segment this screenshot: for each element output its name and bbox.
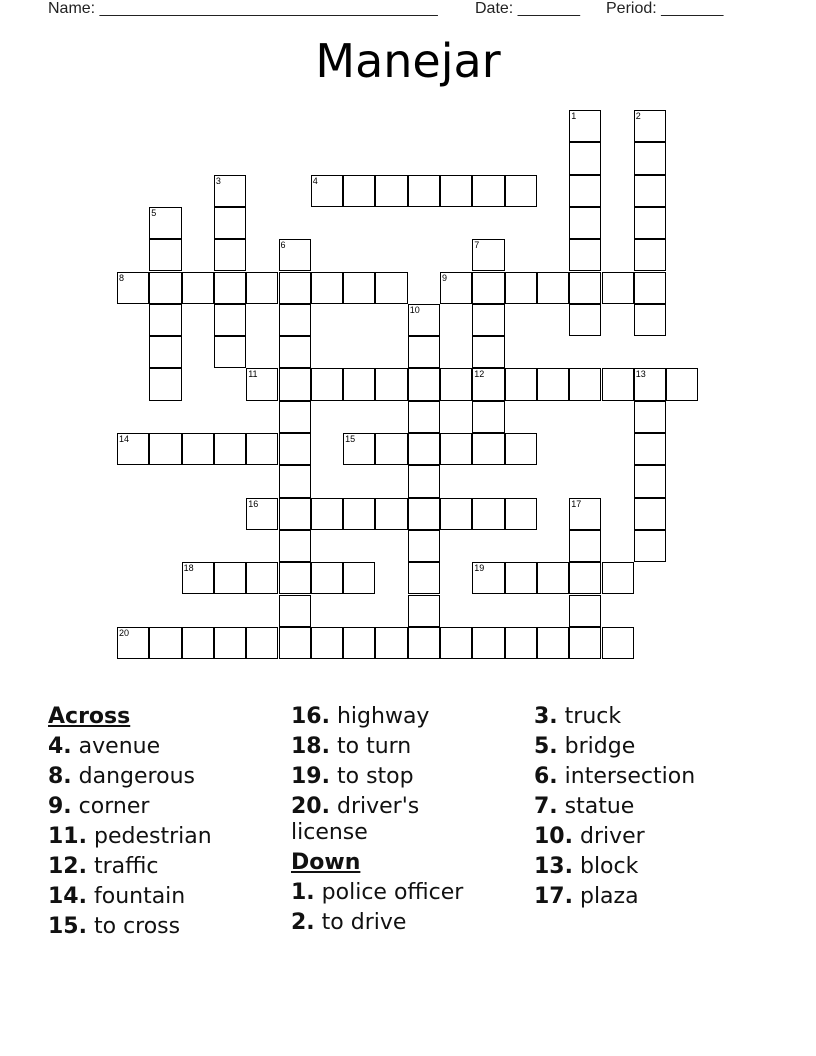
clue-number: 15.: [48, 914, 87, 939]
clue-down-2: [291, 908, 501, 938]
clue-down-1: [291, 878, 501, 908]
crossword-cell[interactable]: [569, 498, 601, 530]
clue-across-12: [48, 852, 212, 882]
crossword-cell[interactable]: [279, 336, 311, 368]
name-field-label: Name: ______________________________________: [48, 0, 438, 17]
crossword-cell[interactable]: [279, 530, 311, 562]
clue-down-6: [534, 762, 695, 792]
crossword-cell[interactable]: [246, 368, 278, 400]
cell-number: 9: [442, 272, 448, 283]
crossword-cell[interactable]: [149, 239, 181, 271]
crossword-cell[interactable]: [440, 627, 472, 659]
crossword-cell[interactable]: [214, 175, 246, 207]
crossword-cell[interactable]: [375, 272, 407, 304]
clue-down-10: [534, 822, 695, 852]
crossword-cell[interactable]: [634, 207, 666, 239]
crossword-cell[interactable]: [505, 175, 537, 207]
crossword-cell[interactable]: [279, 433, 311, 465]
clue-number: 2.: [291, 910, 315, 935]
crossword-cell[interactable]: [117, 627, 149, 659]
crossword-cell[interactable]: [246, 433, 278, 465]
clue-text: driver: [579, 824, 645, 849]
crossword-cell[interactable]: [343, 562, 375, 594]
clue-number: 6.: [534, 764, 558, 789]
crossword-cell[interactable]: [149, 433, 181, 465]
crossword-cell[interactable]: [214, 627, 246, 659]
clue-column-1: [48, 702, 212, 942]
clue-column-3: [534, 702, 695, 912]
crossword-cell[interactable]: [279, 562, 311, 594]
crossword-cell[interactable]: [149, 304, 181, 336]
crossword-cell[interactable]: [408, 368, 440, 400]
crossword-cell[interactable]: [311, 627, 343, 659]
crossword-cell[interactable]: [472, 433, 504, 465]
crossword-cell[interactable]: [537, 562, 569, 594]
clue-down-17: [534, 882, 695, 912]
clue-text: plaza: [579, 884, 639, 909]
crossword-cell[interactable]: [634, 465, 666, 497]
crossword-cell[interactable]: [634, 110, 666, 142]
crossword-cell[interactable]: [343, 433, 375, 465]
crossword-cell[interactable]: [569, 595, 601, 627]
clue-number: 10.: [534, 824, 573, 849]
crossword-cell[interactable]: [505, 272, 537, 304]
crossword-cell[interactable]: [311, 175, 343, 207]
crossword-cell[interactable]: [375, 175, 407, 207]
clue-text: to stop: [336, 764, 414, 789]
period-field-label: Period: _______: [606, 0, 724, 17]
clue-number: 17.: [534, 884, 573, 909]
clue-number: 16.: [291, 704, 330, 729]
cell-number: 3: [215, 175, 221, 186]
crossword-cell[interactable]: [311, 272, 343, 304]
crossword-cell[interactable]: [343, 627, 375, 659]
crossword-cell[interactable]: [343, 175, 375, 207]
crossword-cell[interactable]: [117, 433, 149, 465]
crossword-cell[interactable]: [440, 272, 472, 304]
clue-text: corner: [78, 794, 150, 819]
crossword-cell[interactable]: [375, 433, 407, 465]
crossword-cell[interactable]: [375, 498, 407, 530]
clue-column-2: [291, 702, 501, 938]
crossword-cell[interactable]: [569, 175, 601, 207]
clue-across-18: [291, 732, 501, 762]
clue-text: police officer: [321, 880, 464, 905]
crossword-cell[interactable]: [311, 562, 343, 594]
crossword-cell[interactable]: [149, 627, 181, 659]
cell-number: 17: [571, 498, 582, 509]
crossword-cell[interactable]: [569, 207, 601, 239]
crossword-cell[interactable]: [505, 498, 537, 530]
crossword-cell[interactable]: [472, 401, 504, 433]
crossword-cell[interactable]: [408, 401, 440, 433]
clue-across-19: [291, 762, 501, 792]
clue-number: 14.: [48, 884, 87, 909]
clue-number: 18.: [291, 734, 330, 759]
crossword-cell[interactable]: [634, 142, 666, 174]
cell-number: 13: [635, 369, 646, 380]
crossword-cell[interactable]: [246, 627, 278, 659]
crossword-cell[interactable]: [472, 562, 504, 594]
crossword-cell[interactable]: [569, 627, 601, 659]
clue-across-4: [48, 732, 212, 762]
cell-number: 10: [409, 304, 420, 315]
crossword-cell[interactable]: [602, 627, 634, 659]
clue-down-3: [534, 702, 695, 732]
clue-text: traffic: [93, 854, 159, 879]
crossword-cell[interactable]: [472, 336, 504, 368]
clue-number: 19.: [291, 764, 330, 789]
clue-number: 8.: [48, 764, 72, 789]
crossword-cell[interactable]: [505, 433, 537, 465]
crossword-cell[interactable]: [279, 239, 311, 271]
clue-down-5: [534, 732, 695, 762]
clue-text: fountain: [93, 884, 186, 909]
crossword-cell[interactable]: [149, 272, 181, 304]
crossword-cell[interactable]: [634, 368, 666, 400]
clue-number: 12.: [48, 854, 87, 879]
crossword-cell[interactable]: [472, 368, 504, 400]
clue-down-7: [534, 792, 695, 822]
clue-number: 20.: [291, 794, 330, 819]
crossword-cell[interactable]: [634, 304, 666, 336]
clue-text: to drive: [321, 910, 407, 935]
crossword-cell[interactable]: [569, 239, 601, 271]
crossword-cell[interactable]: [505, 627, 537, 659]
crossword-cell[interactable]: [408, 562, 440, 594]
crossword-cell[interactable]: [408, 304, 440, 336]
cell-number: 2: [635, 111, 641, 121]
crossword-cell[interactable]: [408, 595, 440, 627]
crossword-cell[interactable]: [408, 627, 440, 659]
crossword-cell[interactable]: [537, 368, 569, 400]
crossword-cell[interactable]: [182, 272, 214, 304]
cell-number: 20: [119, 627, 130, 638]
crossword-cell[interactable]: [569, 142, 601, 174]
clue-across-20: [291, 794, 501, 846]
clue-across-11: [48, 822, 212, 852]
clue-across-15: [48, 912, 212, 942]
crossword-cell[interactable]: [214, 207, 246, 239]
clue-text: avenue: [78, 734, 161, 759]
across-heading: Across: [48, 704, 131, 729]
crossword-cell[interactable]: [634, 498, 666, 530]
crossword-cell[interactable]: [246, 498, 278, 530]
crossword-cell[interactable]: [472, 175, 504, 207]
crossword-cell[interactable]: [408, 175, 440, 207]
clue-number: 1.: [291, 880, 315, 905]
crossword-cell[interactable]: [246, 272, 278, 304]
crossword-cell[interactable]: [149, 368, 181, 400]
crossword-cell[interactable]: [279, 498, 311, 530]
crossword-cell[interactable]: [602, 562, 634, 594]
crossword-cell[interactable]: [311, 498, 343, 530]
crossword-cell[interactable]: [634, 272, 666, 304]
clue-text: intersection: [564, 764, 696, 789]
cell-number: 8: [119, 272, 125, 283]
cell-number: 18: [183, 563, 194, 574]
crossword-cell[interactable]: [117, 272, 149, 304]
cell-number: 14: [119, 434, 130, 444]
crossword-cell[interactable]: [375, 368, 407, 400]
crossword-cell[interactable]: [182, 627, 214, 659]
crossword-cell[interactable]: [182, 562, 214, 594]
crossword-cell[interactable]: [408, 433, 440, 465]
clue-text: bridge: [564, 734, 636, 759]
crossword-cell[interactable]: [279, 627, 311, 659]
crossword-cell[interactable]: [634, 401, 666, 433]
crossword-cell[interactable]: [279, 401, 311, 433]
crossword-cell[interactable]: [472, 304, 504, 336]
clue-text: to cross: [93, 914, 181, 939]
crossword-cell[interactable]: [149, 207, 181, 239]
clue-text: block: [579, 854, 639, 879]
crossword-cell[interactable]: [149, 336, 181, 368]
crossword-cell[interactable]: [440, 368, 472, 400]
cell-number: 15: [345, 434, 356, 444]
clue-across-16: [291, 702, 501, 732]
crossword-cell[interactable]: [569, 562, 601, 594]
crossword-cell[interactable]: [214, 304, 246, 336]
cell-number: 6: [280, 240, 286, 251]
crossword-cell[interactable]: [472, 272, 504, 304]
clue-number: 9.: [48, 794, 72, 819]
crossword-cell[interactable]: [214, 336, 246, 368]
crossword-cell[interactable]: [569, 530, 601, 562]
crossword-cell[interactable]: [472, 239, 504, 271]
crossword-cell[interactable]: [440, 175, 472, 207]
clue-number: 5.: [534, 734, 558, 759]
crossword-cell[interactable]: [343, 368, 375, 400]
crossword-cell[interactable]: [214, 562, 246, 594]
crossword-cell[interactable]: [472, 498, 504, 530]
crossword-cell[interactable]: [569, 272, 601, 304]
crossword-cell[interactable]: [311, 368, 343, 400]
crossword-cell[interactable]: [634, 175, 666, 207]
clue-down-13: [534, 852, 695, 882]
clue-number: 3.: [534, 704, 558, 729]
down-heading: Down: [291, 850, 361, 875]
clue-across-8: [48, 762, 212, 792]
crossword-cell[interactable]: [343, 272, 375, 304]
crossword-cell[interactable]: [569, 110, 601, 142]
crossword-cell[interactable]: [408, 530, 440, 562]
clue-text: dangerous: [78, 764, 195, 789]
crossword-cell[interactable]: [375, 627, 407, 659]
cell-number: 7: [474, 240, 480, 251]
crossword-cell[interactable]: [214, 433, 246, 465]
crossword-cell[interactable]: [440, 433, 472, 465]
clue-number: 13.: [534, 854, 573, 879]
clue-number: 4.: [48, 734, 72, 759]
crossword-cell[interactable]: [408, 336, 440, 368]
crossword-cell[interactable]: [279, 368, 311, 400]
cell-number: 1: [571, 111, 577, 121]
crossword-cell[interactable]: [279, 595, 311, 627]
clue-text: truck: [564, 704, 622, 729]
crossword-cell[interactable]: [634, 530, 666, 562]
crossword-cell[interactable]: [182, 433, 214, 465]
clue-text: pedestrian: [93, 824, 212, 849]
clue-number: 11.: [48, 824, 87, 849]
crossword-cell[interactable]: [537, 272, 569, 304]
clue-text: to turn: [336, 734, 412, 759]
crossword-cell[interactable]: [634, 433, 666, 465]
cell-number: 12: [474, 369, 485, 380]
page-title: Manejar: [315, 34, 501, 88]
crossword-cell[interactable]: [343, 498, 375, 530]
clue-text: statue: [564, 794, 635, 819]
cell-number: 5: [151, 207, 157, 218]
crossword-cell[interactable]: [505, 562, 537, 594]
crossword-cell[interactable]: [602, 272, 634, 304]
crossword-cell[interactable]: [214, 272, 246, 304]
crossword-cell[interactable]: [537, 627, 569, 659]
crossword-cell[interactable]: [602, 368, 634, 400]
crossword-cell[interactable]: [408, 498, 440, 530]
crossword-cell[interactable]: [634, 239, 666, 271]
crossword-cell[interactable]: [279, 465, 311, 497]
crossword-cell[interactable]: [666, 368, 698, 400]
crossword-cell[interactable]: [214, 239, 246, 271]
cell-number: 4: [312, 175, 318, 186]
clue-number: 7.: [534, 794, 558, 819]
clue-across-9: [48, 792, 212, 822]
crossword-cell[interactable]: [440, 498, 472, 530]
crossword-cell[interactable]: [246, 562, 278, 594]
cell-number: 16: [248, 498, 259, 509]
clue-text: highway: [336, 704, 430, 729]
crossword-cell[interactable]: [505, 368, 537, 400]
crossword-cell[interactable]: [279, 304, 311, 336]
crossword-cell[interactable]: [279, 272, 311, 304]
clue-text: driver's license: [291, 794, 420, 845]
crossword-cell[interactable]: [472, 627, 504, 659]
cell-number: 19: [474, 563, 485, 574]
clue-across-14: [48, 882, 212, 912]
date-field-label: Date: _______: [475, 0, 580, 17]
crossword-cell[interactable]: [569, 368, 601, 400]
crossword-cell[interactable]: [408, 465, 440, 497]
crossword-cell[interactable]: [569, 304, 601, 336]
cell-number: 11: [248, 369, 258, 380]
